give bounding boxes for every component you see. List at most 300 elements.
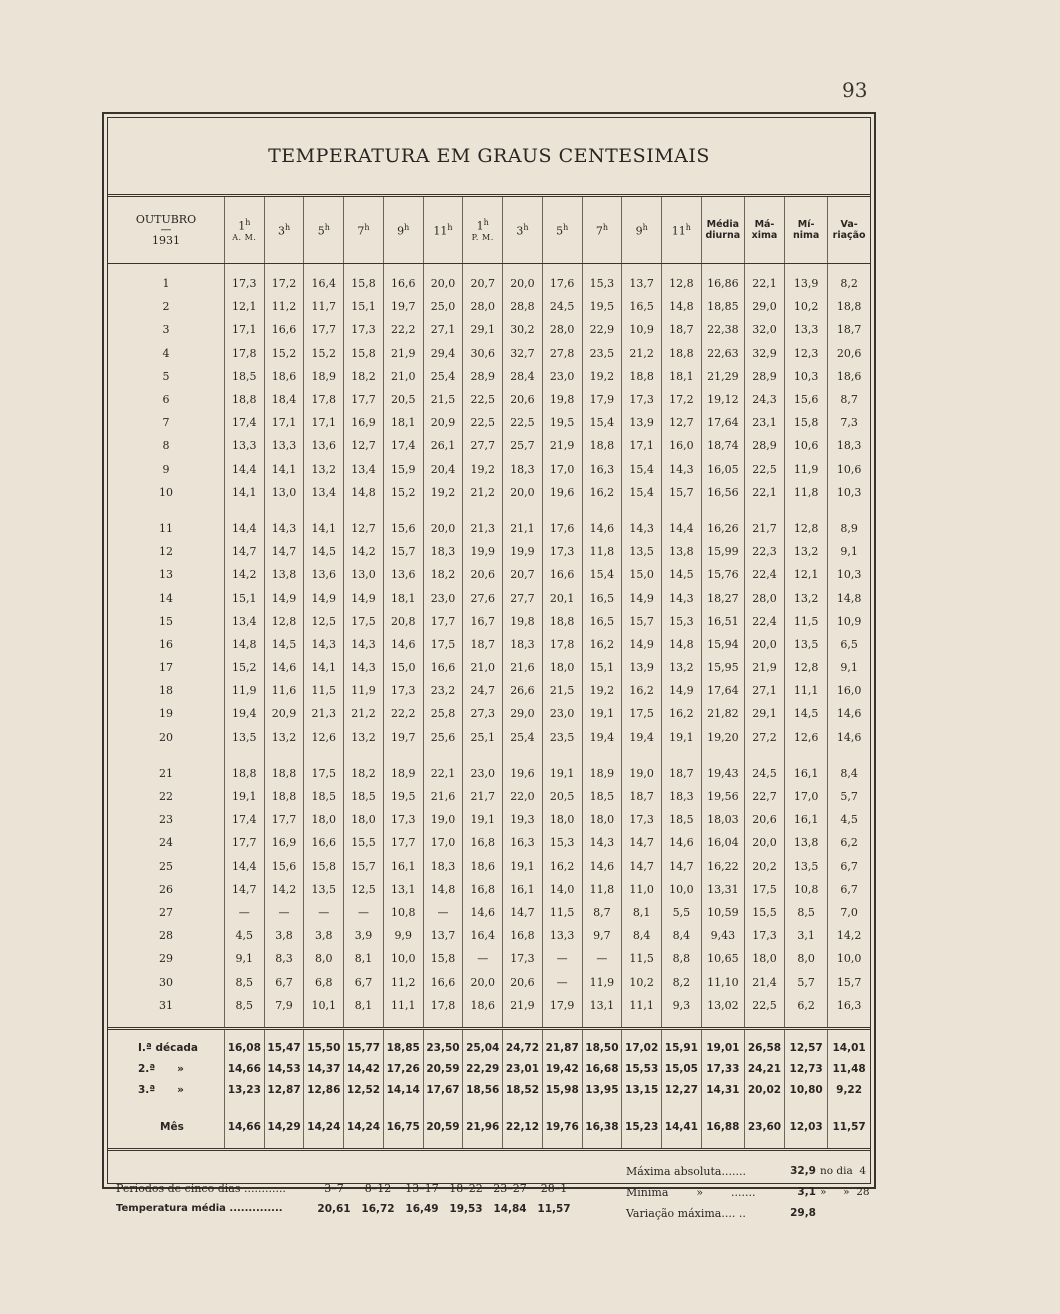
- temp-value: 14,6: [383, 633, 423, 656]
- temp-value: 14,8: [224, 633, 264, 656]
- temp-value: 27,2: [744, 726, 784, 749]
- hour-number: 1: [476, 219, 484, 233]
- temp-value: 19,1: [582, 702, 622, 725]
- temperature-table: [108, 197, 870, 1148]
- temp-value: 16,56: [701, 481, 744, 504]
- temp-value: 18,27: [701, 586, 744, 609]
- temp-value: 19,56: [701, 785, 744, 808]
- temp-value: 20,6: [463, 563, 503, 586]
- temp-value: 18,5: [304, 785, 344, 808]
- temp-value: 17,1: [304, 411, 344, 434]
- summary-value: 15,53: [622, 1059, 662, 1080]
- temp-value: —: [264, 901, 304, 924]
- table-row: [108, 947, 870, 970]
- temp-value: 16,7: [463, 610, 503, 633]
- temp-value: 8,2: [828, 264, 870, 296]
- temp-value: 19,1: [503, 855, 543, 878]
- temp-value: 25,7: [503, 434, 543, 457]
- temp-value: 16,2: [582, 633, 622, 656]
- extreme-value: 29,8: [790, 1207, 816, 1220]
- temp-value: 13,3: [542, 924, 582, 947]
- day-number: 17: [158, 661, 173, 675]
- hour-label: [304, 223, 343, 238]
- table-row: [108, 749, 870, 785]
- table-row: [108, 679, 870, 702]
- day-number: 4: [162, 346, 170, 360]
- summary-value: 16,88: [701, 1101, 744, 1148]
- summary-value: 19,01: [701, 1028, 744, 1059]
- temp-value: 13,2: [264, 726, 304, 749]
- temp-value: 28,4: [503, 365, 543, 388]
- temp-value: 14,7: [622, 831, 662, 854]
- table-row: [108, 831, 870, 854]
- table-row: [108, 295, 870, 318]
- temp-value: 14,9: [622, 633, 662, 656]
- temp-value: 19,4: [622, 726, 662, 749]
- period-range: 28–1: [540, 1182, 568, 1196]
- hour-suffix: h: [685, 222, 691, 232]
- temp-value: 13,7: [423, 924, 463, 947]
- temp-value: 14,2: [264, 878, 304, 901]
- hour-header: [622, 197, 662, 264]
- summary-value: 19,42: [542, 1059, 582, 1080]
- temp-value: 15,94: [701, 633, 744, 656]
- temp-value: 14,6: [463, 901, 503, 924]
- temp-value: 17,3: [344, 318, 384, 341]
- temp-value: 14,4: [662, 504, 702, 540]
- summary-value: 18,85: [383, 1028, 423, 1059]
- temp-value: 27,6: [463, 586, 503, 609]
- temp-value: 19,7: [383, 295, 423, 318]
- table-row: [108, 808, 870, 831]
- temp-value: 16,2: [622, 679, 662, 702]
- summary-value: 15,47: [264, 1028, 304, 1059]
- temp-value: 13,4: [224, 610, 264, 633]
- temp-value: 15,9: [383, 458, 423, 481]
- table-row: [108, 994, 870, 1029]
- temp-value: 17,7: [264, 808, 304, 831]
- temp-value: 14,8: [662, 633, 702, 656]
- temp-value: 21,3: [463, 504, 503, 540]
- temp-value: 18,3: [503, 458, 543, 481]
- extreme-value: 3,1: [797, 1186, 816, 1199]
- table-row: [108, 411, 870, 434]
- temp-value: 14,6: [828, 726, 870, 749]
- temp-value: 13,2: [785, 540, 828, 563]
- summary-value: 25,04: [463, 1028, 503, 1059]
- temp-value: 13,3: [264, 434, 304, 457]
- temp-value: 17,4: [224, 808, 264, 831]
- summary-value: 17,33: [701, 1059, 744, 1080]
- temp-value: 18,6: [828, 365, 870, 388]
- temp-value: 18,7: [463, 633, 503, 656]
- temp-value: 17,0: [423, 831, 463, 854]
- period-mean: 16,49: [405, 1202, 439, 1215]
- period-range: 3–7: [324, 1182, 344, 1196]
- temp-value: 15,1: [344, 295, 384, 318]
- hour-label: [384, 223, 423, 238]
- temp-value: 18,0: [304, 808, 344, 831]
- hour-suffix: h: [324, 222, 330, 232]
- summary-value: 14,41: [662, 1101, 702, 1148]
- summary-value: 26,58: [744, 1028, 784, 1059]
- summary-value: 12,73: [785, 1059, 828, 1080]
- temp-value: 21,5: [542, 679, 582, 702]
- temp-value: 9,9: [383, 924, 423, 947]
- hour-period: P. M.: [471, 232, 494, 242]
- temp-value: 24,3: [744, 388, 784, 411]
- temp-value: 19,0: [423, 808, 463, 831]
- summary-value: 24,21: [744, 1059, 784, 1080]
- temp-value: 15,8: [344, 342, 384, 365]
- temp-value: 8,4: [622, 924, 662, 947]
- temp-value: 20,1: [542, 586, 582, 609]
- temp-value: 21,7: [463, 785, 503, 808]
- summary-value: 12,86: [304, 1080, 344, 1101]
- temp-value: 16,3: [828, 994, 870, 1029]
- summary-value: 15,91: [662, 1028, 702, 1059]
- temp-value: 17,7: [383, 831, 423, 854]
- temp-value: 16,5: [622, 295, 662, 318]
- day-number: 8: [162, 439, 170, 453]
- temp-value: 10,9: [622, 318, 662, 341]
- hour-suffix: h: [404, 222, 410, 232]
- day-number: 19: [158, 707, 173, 721]
- temp-value: 17,3: [503, 947, 543, 970]
- hour-header: [224, 197, 264, 264]
- temp-value: 17,64: [701, 411, 744, 434]
- temp-value: 29,0: [744, 295, 784, 318]
- temp-value: 20,6: [503, 970, 543, 993]
- temp-value: 13,2: [785, 586, 828, 609]
- temp-value: 20,0: [463, 970, 503, 993]
- summary-value: 14,29: [264, 1101, 304, 1148]
- hour-label: [503, 223, 542, 238]
- temp-value: 19,4: [582, 726, 622, 749]
- temp-value: 6,2: [785, 994, 828, 1029]
- temp-value: 22,63: [701, 342, 744, 365]
- stat-header: [785, 197, 828, 264]
- temp-value: 12,8: [662, 264, 702, 296]
- temp-value: 18,8: [622, 365, 662, 388]
- temp-value: 8,0: [304, 947, 344, 970]
- temp-value: 22,38: [701, 318, 744, 341]
- temp-value: 19,6: [542, 481, 582, 504]
- summary-value: 21,87: [542, 1028, 582, 1059]
- hour-suffix: h: [523, 222, 529, 232]
- month-dash: —: [160, 223, 172, 236]
- summary-value: 14,14: [383, 1080, 423, 1101]
- hour-header: [304, 197, 344, 264]
- temp-value: 13,5: [622, 540, 662, 563]
- temp-value: 8,7: [828, 388, 870, 411]
- temp-value: 17,3: [744, 924, 784, 947]
- summary-value: 14,42: [344, 1059, 384, 1080]
- temp-value: 19,5: [542, 411, 582, 434]
- temp-value: 18,6: [463, 855, 503, 878]
- temp-value: 19,8: [503, 610, 543, 633]
- summary-value: 16,38: [582, 1101, 622, 1148]
- temp-value: 28,0: [463, 295, 503, 318]
- temp-value: 19,1: [224, 785, 264, 808]
- temp-value: 12,8: [785, 504, 828, 540]
- temp-value: 9,3: [662, 994, 702, 1029]
- hour-number: 11: [671, 224, 686, 238]
- temp-value: 14,7: [224, 878, 264, 901]
- temp-value: 14,0: [542, 878, 582, 901]
- temp-value: 8,5: [224, 994, 264, 1029]
- temp-value: 18,6: [463, 994, 503, 1029]
- temp-value: 25,8: [423, 702, 463, 725]
- temp-value: 23,5: [542, 726, 582, 749]
- temp-value: 20,0: [423, 504, 463, 540]
- temp-value: 10,3: [785, 365, 828, 388]
- table-row: [108, 855, 870, 878]
- temp-value: 18,8: [224, 749, 264, 785]
- summary-value: 11,57: [828, 1101, 870, 1148]
- temp-value: 7,0: [828, 901, 870, 924]
- temp-value: 27,7: [503, 586, 543, 609]
- summary-value: 12,87: [264, 1080, 304, 1101]
- table-frame: [102, 112, 876, 1220]
- temp-value: 22,7: [744, 785, 784, 808]
- mean-temp-label: Temperatura média ..............: [116, 1203, 283, 1215]
- page-number: 93: [842, 78, 868, 102]
- temp-value: 9,1: [828, 540, 870, 563]
- temp-value: 18,6: [264, 365, 304, 388]
- temp-value: 29,0: [503, 702, 543, 725]
- temp-value: 18,1: [383, 586, 423, 609]
- temp-value: 16,05: [701, 458, 744, 481]
- temp-value: 17,3: [622, 388, 662, 411]
- temp-value: 6,7: [828, 878, 870, 901]
- temp-value: —: [582, 947, 622, 970]
- temp-value: 23,0: [423, 586, 463, 609]
- temp-value: 11,9: [224, 679, 264, 702]
- temp-value: 15,6: [264, 855, 304, 878]
- temp-value: 17,8: [423, 994, 463, 1029]
- temp-value: 17,3: [224, 264, 264, 296]
- temp-value: 14,9: [622, 586, 662, 609]
- temp-value: 12,7: [662, 411, 702, 434]
- temp-value: 21,9: [383, 342, 423, 365]
- temp-value: 8,2: [662, 970, 702, 993]
- temp-value: 13,4: [304, 481, 344, 504]
- extreme-detail: no dia 4: [820, 1165, 867, 1178]
- temp-value: 18,0: [542, 656, 582, 679]
- summary-value: 10,80: [785, 1080, 828, 1101]
- temp-value: 13,2: [662, 656, 702, 679]
- temp-value: 16,1: [785, 808, 828, 831]
- temp-value: 16,2: [662, 702, 702, 725]
- hour-label: [424, 223, 463, 238]
- temp-value: 6,7: [828, 855, 870, 878]
- summary-value: 19,76: [542, 1101, 582, 1148]
- temp-value: 8,5: [785, 901, 828, 924]
- temp-value: —: [344, 901, 384, 924]
- temp-value: 18,2: [344, 749, 384, 785]
- hour-label: [662, 223, 701, 238]
- temp-value: 15,6: [785, 388, 828, 411]
- temp-value: 18,2: [423, 563, 463, 586]
- temp-value: 14,9: [264, 586, 304, 609]
- temp-value: 10,2: [785, 295, 828, 318]
- temp-value: 17,5: [304, 749, 344, 785]
- temp-value: 14,3: [582, 831, 622, 854]
- temp-value: 19,7: [383, 726, 423, 749]
- period-mean: 20,61: [317, 1202, 351, 1215]
- temp-value: 21,0: [463, 656, 503, 679]
- hour-number: 9: [635, 224, 643, 238]
- temp-value: 10,3: [828, 563, 870, 586]
- summary-value: 14,37: [304, 1059, 344, 1080]
- hour-number: 7: [357, 224, 365, 238]
- temp-value: 20,2: [744, 855, 784, 878]
- hour-suffix: h: [602, 222, 608, 232]
- temp-value: 11,6: [264, 679, 304, 702]
- month-header: [108, 197, 224, 264]
- temp-value: 17,5: [622, 702, 662, 725]
- temp-value: 8,5: [224, 970, 264, 993]
- day-number: 11: [158, 521, 173, 535]
- temp-value: 13,9: [622, 411, 662, 434]
- stat-header: [701, 197, 744, 264]
- summary-value: 11,48: [828, 1059, 870, 1080]
- temp-value: 15,3: [582, 264, 622, 296]
- table-row: [108, 726, 870, 749]
- temp-value: 17,7: [423, 610, 463, 633]
- hour-number: 9: [397, 224, 405, 238]
- temp-value: 20,5: [383, 388, 423, 411]
- summary-value: 18,50: [582, 1028, 622, 1059]
- footer: [108, 1148, 870, 1251]
- temp-value: 16,8: [463, 831, 503, 854]
- summary-value: 15,23: [622, 1101, 662, 1148]
- temp-value: 15,8: [423, 947, 463, 970]
- temp-value: 20,8: [383, 610, 423, 633]
- temp-value: 16,51: [701, 610, 744, 633]
- temp-value: 13,1: [582, 994, 622, 1029]
- temp-value: 14,3: [662, 458, 702, 481]
- temp-value: 23,0: [542, 702, 582, 725]
- hour-suffix: h: [447, 222, 453, 232]
- hour-header: [503, 197, 543, 264]
- periods-label: Períodos de cinco dias ............: [116, 1182, 286, 1196]
- temp-value: 15,7: [662, 481, 702, 504]
- summary-value: 14,66: [224, 1101, 264, 1148]
- temp-value: 18,3: [662, 785, 702, 808]
- hour-number: 3: [516, 224, 524, 238]
- temp-value: 16,26: [701, 504, 744, 540]
- temp-value: 16,1: [785, 749, 828, 785]
- temp-value: 22,1: [744, 481, 784, 504]
- hour-header: [463, 197, 503, 264]
- day-number: 26: [158, 882, 173, 896]
- temp-value: 11,9: [344, 679, 384, 702]
- temp-value: 19,6: [503, 749, 543, 785]
- temp-value: 19,1: [542, 749, 582, 785]
- temp-value: 11,9: [785, 458, 828, 481]
- temp-value: 6,5: [828, 633, 870, 656]
- summary-row: [108, 1028, 870, 1059]
- temp-value: 18,0: [542, 808, 582, 831]
- temp-value: 14,7: [622, 855, 662, 878]
- extreme-row: [626, 1182, 870, 1203]
- temp-value: 15,1: [224, 586, 264, 609]
- table-row: [108, 264, 870, 296]
- temp-value: 14,6: [582, 504, 622, 540]
- temp-value: 17,6: [542, 504, 582, 540]
- day-number: 28: [158, 929, 173, 943]
- temp-value: 10,3: [828, 481, 870, 504]
- temp-value: 17,3: [383, 808, 423, 831]
- temp-value: 14,4: [224, 855, 264, 878]
- table-row: [108, 702, 870, 725]
- temp-value: 16,4: [463, 924, 503, 947]
- temp-value: 18,03: [701, 808, 744, 831]
- means-row: [116, 1199, 576, 1219]
- temp-value: 14,1: [224, 481, 264, 504]
- hour-label: [543, 223, 582, 238]
- temp-value: 10,8: [785, 878, 828, 901]
- temp-value: 22,5: [744, 994, 784, 1029]
- day-number: 30: [158, 975, 173, 989]
- temp-value: 9,1: [224, 947, 264, 970]
- hour-header: [582, 197, 622, 264]
- temp-value: 25,4: [503, 726, 543, 749]
- temp-value: 17,4: [383, 434, 423, 457]
- temp-value: 14,6: [828, 702, 870, 725]
- temp-value: 18,3: [503, 633, 543, 656]
- temp-value: 15,3: [542, 831, 582, 854]
- day-number: 29: [158, 952, 173, 966]
- hour-label: [463, 218, 502, 233]
- temp-value: 17,8: [542, 633, 582, 656]
- day-number: 13: [158, 568, 173, 582]
- temp-value: 20,9: [423, 411, 463, 434]
- temp-value: 14,7: [503, 901, 543, 924]
- extreme-row: [626, 1161, 870, 1182]
- temp-value: 15,2: [264, 342, 304, 365]
- summary-value: 15,05: [662, 1059, 702, 1080]
- temp-value: 12,1: [785, 563, 828, 586]
- temp-value: 14,8: [662, 295, 702, 318]
- temp-value: 8,3: [264, 947, 304, 970]
- temp-value: 22,1: [744, 264, 784, 296]
- temp-value: 19,5: [582, 295, 622, 318]
- summary-value: 22,12: [503, 1101, 543, 1148]
- temp-value: 15,6: [383, 504, 423, 540]
- temp-value: 11,2: [383, 970, 423, 993]
- day-number: 1: [162, 277, 170, 291]
- summary-value: 23,01: [503, 1059, 543, 1080]
- temp-value: 15,99: [701, 540, 744, 563]
- temp-value: 16,5: [582, 586, 622, 609]
- stat-header-line1: Mí-: [797, 218, 815, 230]
- temp-value: 32,9: [744, 342, 784, 365]
- table-row: [108, 901, 870, 924]
- temp-value: 8,1: [622, 901, 662, 924]
- temp-value: 13,31: [701, 878, 744, 901]
- summary-value: 14,31: [701, 1080, 744, 1101]
- temp-value: 15,7: [383, 540, 423, 563]
- stat-header: [828, 197, 870, 264]
- temp-value: 23,1: [744, 411, 784, 434]
- stat-header-line1: Média: [706, 218, 740, 230]
- temp-value: 13,2: [304, 458, 344, 481]
- temp-value: 8,8: [662, 947, 702, 970]
- temp-value: 18,2: [344, 365, 384, 388]
